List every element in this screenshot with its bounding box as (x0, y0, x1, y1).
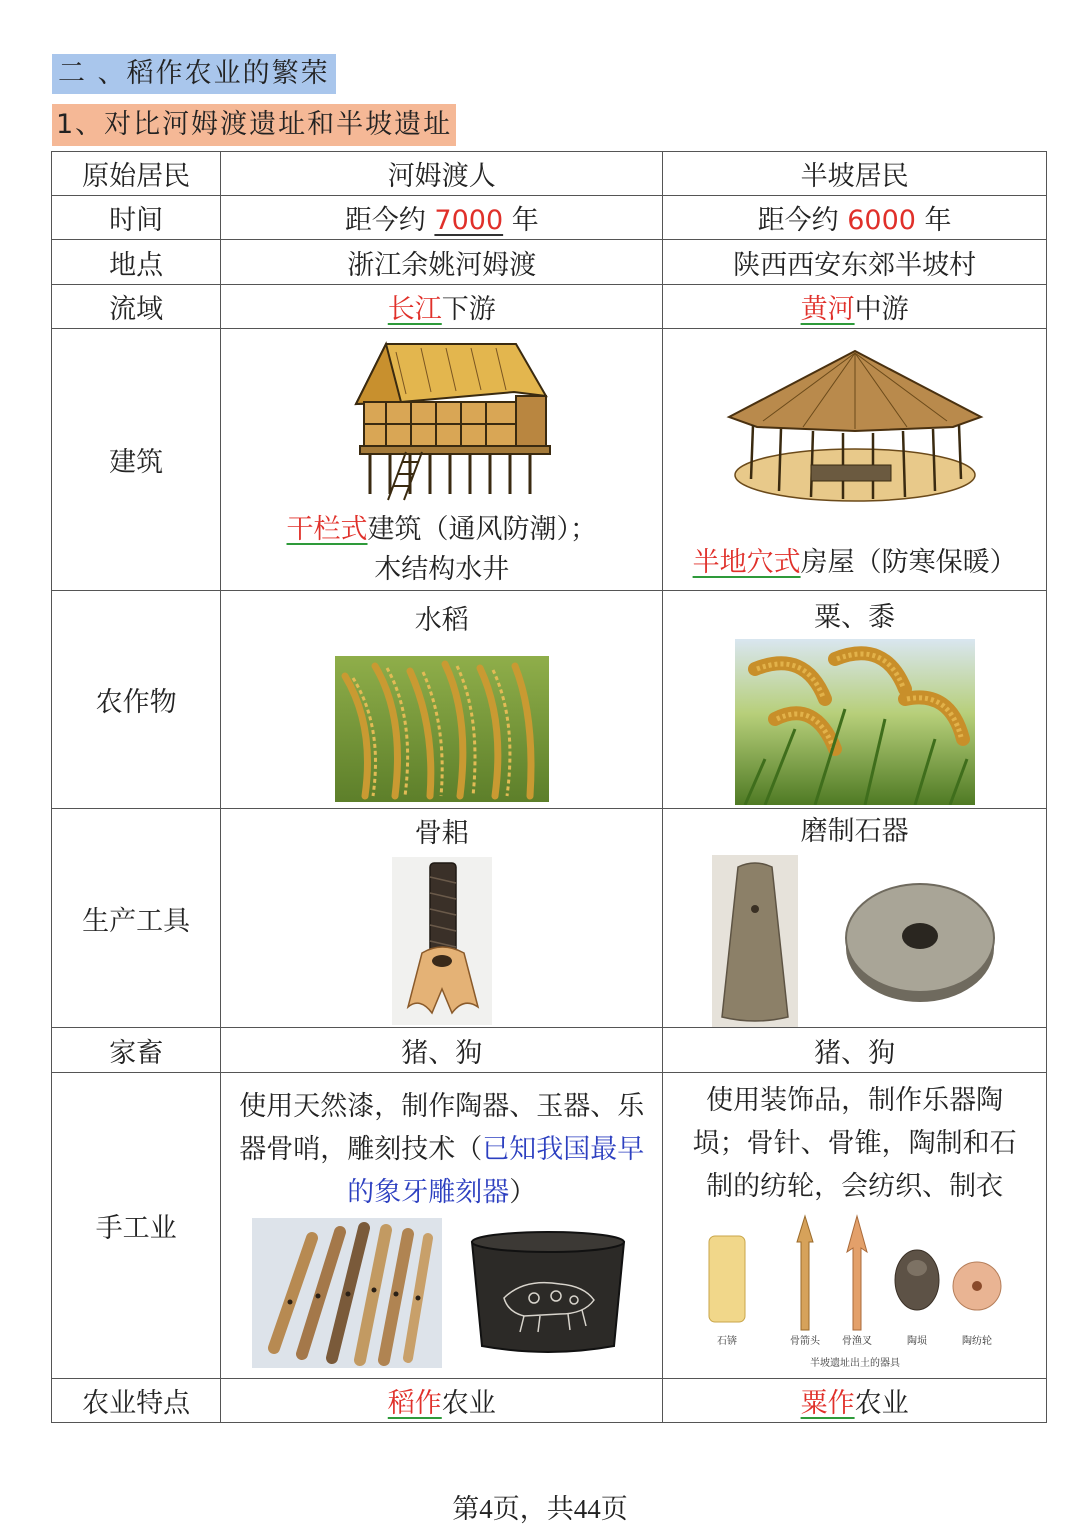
hemudu-handicraft-desc: 使用天然漆，制作陶器、玉器、乐器骨哨，雕刻技术（ (239, 1091, 645, 1165)
row-label-place: 地点 (52, 240, 221, 285)
banpo-building (663, 329, 1047, 591)
row-label-livestock: 家畜 (52, 1028, 221, 1073)
artifact-label-xun: 陶埙 (906, 1336, 927, 1347)
bone-spade-image (392, 857, 492, 1025)
stilt-house-image (326, 334, 558, 504)
banpo-agri-key: 粟作 (800, 1388, 855, 1419)
row-label-tools: 生产工具 (52, 809, 221, 1028)
hemudu-place: 浙江余姚河姆渡 (221, 240, 663, 285)
hemudu-building (221, 329, 663, 591)
hemudu-well: 木结构水井 (374, 553, 510, 585)
hemudu-livestock: 猪、狗 (221, 1028, 663, 1073)
table-row-time (52, 196, 1047, 240)
hemudu-handicraft-end: ） (509, 1177, 537, 1208)
banpo-handicraft (663, 1073, 1047, 1379)
rice-image (335, 656, 549, 802)
hemudu-time (221, 196, 663, 240)
table-row-agriculture (52, 1379, 1047, 1423)
hemudu-year: 7000 (434, 205, 504, 236)
banpo-river: 黄河 (800, 294, 855, 325)
row-label-building: 建筑 (52, 329, 221, 591)
page-footer: 第4页，共44页 (452, 1494, 628, 1524)
hemudu-basin (221, 285, 663, 329)
banpo-tools (663, 809, 1047, 1028)
banpo-time-suffix: 年 (915, 205, 952, 236)
banpo-tool-name: 磨制石器 (800, 816, 909, 847)
comparison-table (51, 151, 1047, 1423)
row-label-handicraft: 手工业 (52, 1073, 221, 1379)
banpo-time-prefix: 距今约 (757, 205, 848, 236)
artifact-label-adze: 石锛 (716, 1336, 737, 1347)
row-label-time: 时间 (52, 196, 221, 240)
row-label-basin: 流域 (52, 285, 221, 329)
hemudu-crop-name: 水稻 (414, 604, 469, 636)
table-row-building (52, 329, 1047, 591)
artifact-label-harpoon: 骨渔叉 (841, 1336, 872, 1347)
hemudu-agri-key: 稻作 (387, 1388, 442, 1419)
table-row-tools (52, 809, 1047, 1028)
artifact-label-spindle: 陶纺轮 (961, 1336, 992, 1347)
millet-image (735, 639, 975, 805)
hemudu-time-prefix: 距今约 (344, 205, 435, 236)
table-row-place (52, 240, 1047, 285)
banpo-crops (663, 591, 1047, 809)
bone-whistles-image (252, 1218, 442, 1368)
section-heading: 二 、稻作农业的繁荣 (52, 54, 336, 94)
banpo-crop-name: 粟、黍 (814, 601, 896, 633)
banpo-place: 陕西西安东郊半坡村 (663, 240, 1047, 285)
banpo-building-desc: 房屋（防寒保暖） (800, 546, 1017, 578)
artifact-label-arrowhead: 骨箭头 (789, 1336, 820, 1347)
banpo-basin (663, 285, 1047, 329)
subsection-heading: 1、对比河姆渡遗址和半坡遗址 (52, 104, 456, 146)
hemudu-handicraft-text (221, 1083, 662, 1214)
table-row-handicraft (52, 1073, 1047, 1379)
hemudu-tools (221, 809, 663, 1028)
header-cell-residents: 原始居民 (52, 152, 221, 196)
stone-spindle-wheel-image (842, 876, 998, 1006)
hemudu-ivory-note: 已知我国最早的象牙雕刻器 (347, 1134, 645, 1208)
header-cell-banpo: 半坡居民 (663, 152, 1047, 196)
banpo-livestock: 猪、狗 (663, 1028, 1047, 1073)
table-row-livestock (52, 1028, 1047, 1073)
carved-pottery-bowl-image (464, 1228, 632, 1358)
table-row-crops (52, 591, 1047, 809)
banpo-year: 6000 (847, 205, 916, 236)
hemudu-tool-name: 骨耜 (414, 818, 469, 849)
hemudu-agri-rest: 农业 (441, 1388, 496, 1419)
header-cell-hemudu: 河姆渡人 (221, 152, 663, 196)
row-label-agriculture: 农业特点 (52, 1379, 221, 1423)
banpo-agriculture (663, 1379, 1047, 1423)
hemudu-river: 长江 (387, 294, 442, 325)
stone-axe-image (712, 855, 798, 1027)
hemudu-building-desc: 建筑（通风防潮）； (367, 513, 598, 545)
hemudu-building-type: 干栏式 (286, 513, 368, 545)
pit-house-image (723, 347, 987, 507)
hemudu-crops (221, 591, 663, 809)
banpo-building-type: 半地穴式 (692, 546, 801, 578)
table-row-header (52, 152, 1047, 196)
hemudu-time-suffix: 年 (503, 205, 539, 236)
table-row-basin (52, 285, 1047, 329)
banpo-time (663, 196, 1047, 240)
row-label-crops: 农作物 (52, 591, 221, 809)
hemudu-handicraft (221, 1073, 663, 1379)
banpo-river-part: 中游 (854, 294, 909, 325)
artifact-caption: 半坡遗址出土的器具 (809, 1358, 900, 1369)
hemudu-river-part: 下游 (441, 294, 496, 325)
banpo-artifacts-image (705, 1212, 1005, 1376)
banpo-handicraft-text: 使用装饰品，制作乐器陶埙；骨针、骨锥，陶制和石制的纺轮，会纺织、制衣 (692, 1085, 1017, 1202)
hemudu-agriculture (221, 1379, 663, 1423)
banpo-agri-rest: 农业 (854, 1388, 909, 1419)
